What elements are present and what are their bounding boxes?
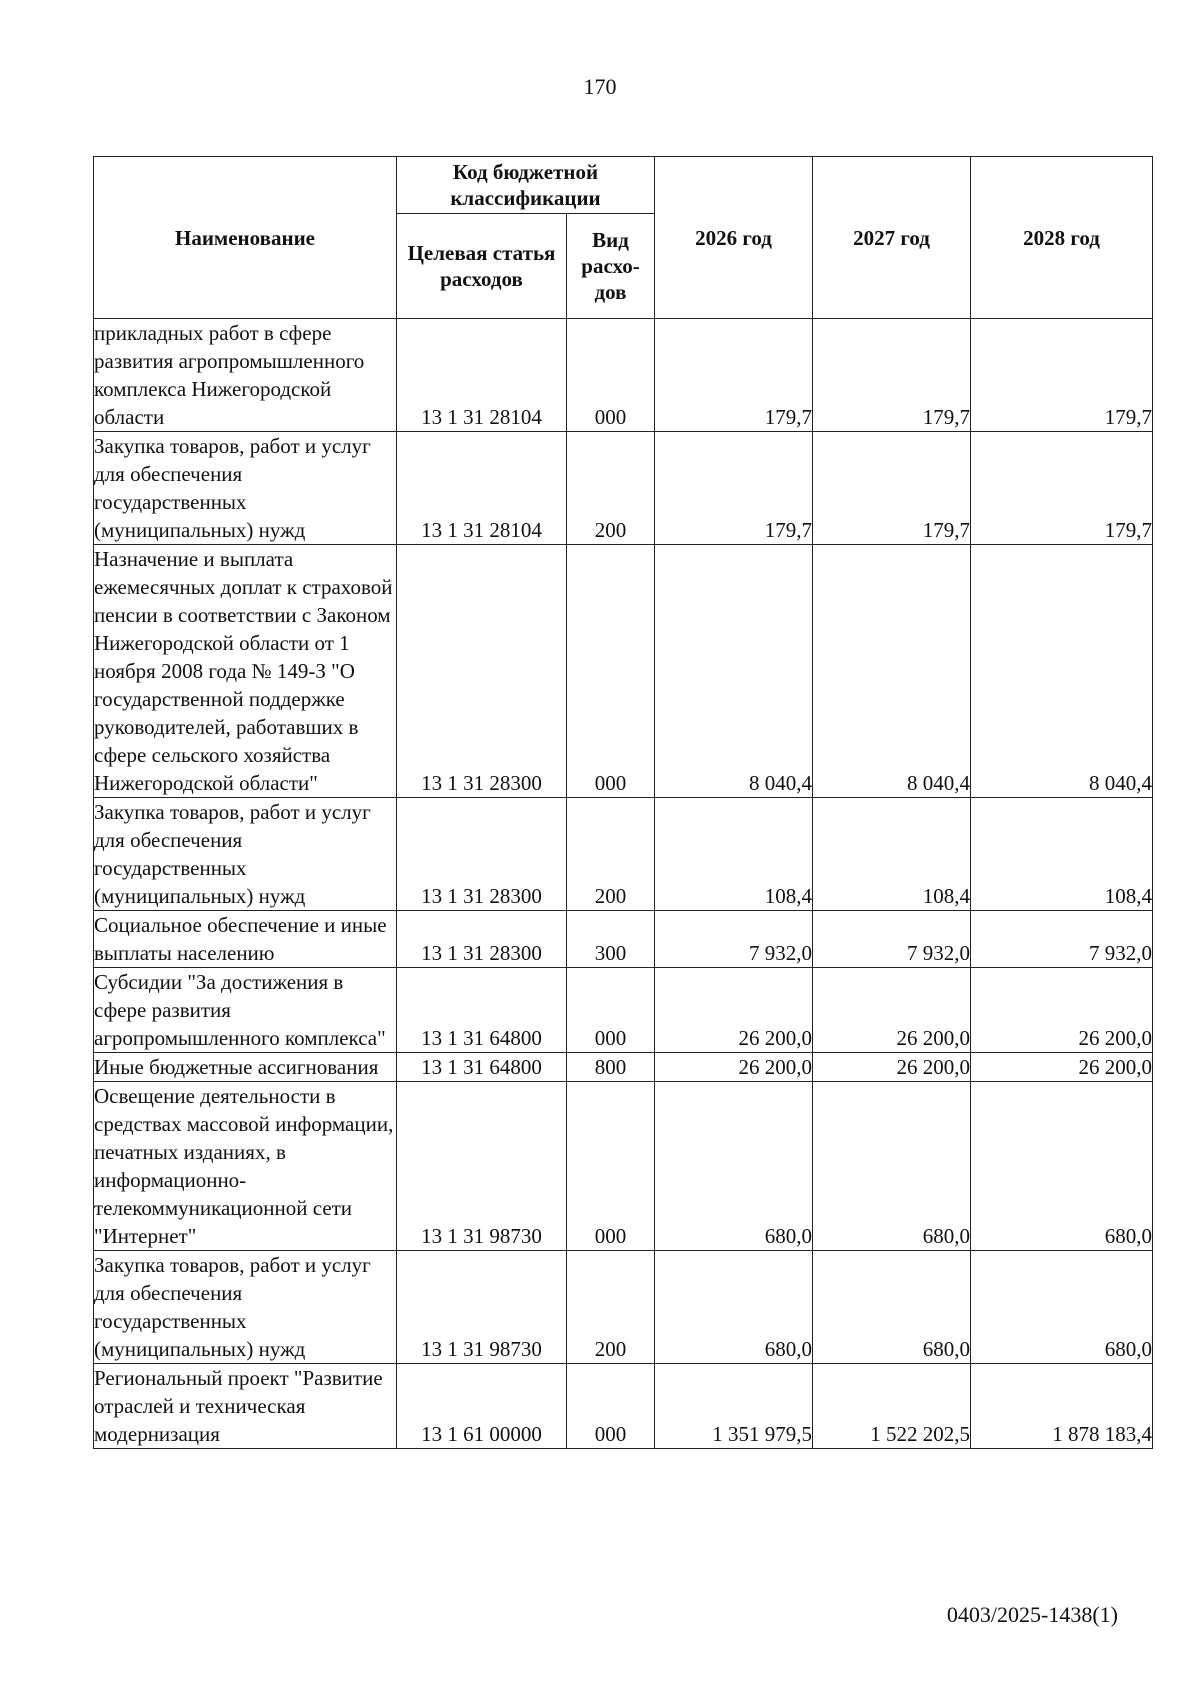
page-number: 170 bbox=[583, 74, 617, 99]
document-id: 0403/2025-1438(1) bbox=[946, 1602, 1118, 1627]
cell-2027: 108,4 bbox=[813, 798, 971, 911]
table-row bbox=[94, 1053, 1153, 1082]
cell-2026: 108,4 bbox=[655, 798, 813, 911]
cell-name bbox=[94, 1251, 397, 1364]
header-row-1 bbox=[94, 157, 1153, 214]
cell-name bbox=[94, 968, 397, 1053]
cell-target-article: 13 1 31 98730 bbox=[397, 1251, 567, 1364]
cell-2028: 179,7 bbox=[971, 319, 1153, 432]
table-row bbox=[94, 911, 1153, 968]
cell-2026: 8 040,4 bbox=[655, 545, 813, 798]
cell-expense-kind: 000 bbox=[567, 545, 655, 798]
cell-name bbox=[94, 432, 397, 545]
cell-expense-kind: 000 bbox=[567, 968, 655, 1053]
cell-2026: 179,7 bbox=[655, 432, 813, 545]
budget-table bbox=[93, 156, 1153, 1449]
cell-2026: 26 200,0 bbox=[655, 968, 813, 1053]
row-name-text: Назначение и выплата ежемесячных доплат к страховой пенсии в соответствии с Законом Нижегородской области от 1 ноября 2008 года № 149-З "О государственной поддержке руководителей, работавших в сфере сельского хозяйства Нижегородской области" bbox=[94, 547, 393, 795]
cell-expense-kind: 800 bbox=[567, 1053, 655, 1082]
table-row bbox=[94, 319, 1153, 432]
header-2027: 2027 год bbox=[813, 157, 971, 319]
row-name-text: Закупка товаров, работ и услуг для обеспечения государственных (муниципальных) нужд bbox=[94, 434, 371, 542]
cell-target-article: 13 1 31 28300 bbox=[397, 798, 567, 911]
table-body bbox=[94, 319, 1153, 1449]
cell-name bbox=[94, 911, 397, 968]
cell-2027: 26 200,0 bbox=[813, 968, 971, 1053]
table-row bbox=[94, 545, 1153, 798]
cell-2028: 7 932,0 bbox=[971, 911, 1153, 968]
cell-name bbox=[94, 545, 397, 798]
row-name-text: Освещение деятельности в средствах массовой информации, печатных изданиях, в информационно-телекоммуникационной сети "Интернет" bbox=[94, 1084, 394, 1248]
cell-2027: 680,0 bbox=[813, 1251, 971, 1364]
cell-2027: 179,7 bbox=[813, 432, 971, 545]
cell-name bbox=[94, 798, 397, 911]
table-row bbox=[94, 1364, 1153, 1449]
cell-2027: 1 522 202,5 bbox=[813, 1364, 971, 1449]
cell-expense-kind: 200 bbox=[567, 432, 655, 545]
cell-name bbox=[94, 1082, 397, 1251]
cell-name bbox=[94, 1364, 397, 1449]
row-name-text: Закупка товаров, работ и услуг для обеспечения государственных (муниципальных) нужд bbox=[94, 800, 371, 908]
header-name: Наименование bbox=[94, 157, 397, 319]
cell-target-article: 13 1 31 28300 bbox=[397, 545, 567, 798]
row-name-text: Закупка товаров, работ и услуг для обеспечения государственных (муниципальных) нужд bbox=[94, 1253, 371, 1361]
cell-2028: 108,4 bbox=[971, 798, 1153, 911]
cell-target-article: 13 1 31 98730 bbox=[397, 1082, 567, 1251]
row-name-text: Социальное обеспечение и иные выплаты населению bbox=[94, 913, 387, 965]
cell-2026: 7 932,0 bbox=[655, 911, 813, 968]
header-code-group: Код бюджетной классификации bbox=[397, 157, 655, 214]
cell-2027: 8 040,4 bbox=[813, 545, 971, 798]
header-2026: 2026 год bbox=[655, 157, 813, 319]
cell-target-article: 13 1 31 64800 bbox=[397, 1053, 567, 1082]
cell-2028: 680,0 bbox=[971, 1251, 1153, 1364]
cell-expense-kind: 200 bbox=[567, 1251, 655, 1364]
cell-name bbox=[94, 319, 397, 432]
cell-2027: 680,0 bbox=[813, 1082, 971, 1251]
cell-target-article: 13 1 31 28104 bbox=[397, 432, 567, 545]
cell-2026: 1 351 979,5 bbox=[655, 1364, 813, 1449]
header-expense-kind: Вид расхо-дов bbox=[567, 214, 655, 319]
cell-2027: 179,7 bbox=[813, 319, 971, 432]
cell-2028: 8 040,4 bbox=[971, 545, 1153, 798]
header-target-article: Целевая статья расходов bbox=[397, 214, 567, 319]
cell-name bbox=[94, 1053, 397, 1082]
cell-expense-kind: 300 bbox=[567, 911, 655, 968]
cell-expense-kind: 000 bbox=[567, 319, 655, 432]
cell-target-article: 13 1 31 28300 bbox=[397, 911, 567, 968]
cell-2028: 26 200,0 bbox=[971, 1053, 1153, 1082]
cell-target-article: 13 1 31 28104 bbox=[397, 319, 567, 432]
cell-2027: 7 932,0 bbox=[813, 911, 971, 968]
row-name-text: Субсидии "За достижения в сфере развития агропромышленного комплекса" bbox=[94, 970, 386, 1050]
cell-2028: 680,0 bbox=[971, 1082, 1153, 1251]
cell-expense-kind: 000 bbox=[567, 1364, 655, 1449]
row-name-text: прикладных работ в сфере развития агропромышленного комплекса Нижегородской области bbox=[94, 321, 365, 429]
cell-2026: 26 200,0 bbox=[655, 1053, 813, 1082]
table-row bbox=[94, 1251, 1153, 1364]
cell-2028: 26 200,0 bbox=[971, 968, 1153, 1053]
cell-2026: 179,7 bbox=[655, 319, 813, 432]
cell-2026: 680,0 bbox=[655, 1082, 813, 1251]
cell-expense-kind: 200 bbox=[567, 798, 655, 911]
table-row bbox=[94, 432, 1153, 545]
cell-2028: 1 878 183,4 bbox=[971, 1364, 1153, 1449]
cell-target-article: 13 1 31 64800 bbox=[397, 968, 567, 1053]
row-name-text: Региональный проект "Развитие отраслей и техническая модернизация bbox=[94, 1366, 383, 1446]
cell-2028: 179,7 bbox=[971, 432, 1153, 545]
table-row bbox=[94, 968, 1153, 1053]
cell-2027: 26 200,0 bbox=[813, 1053, 971, 1082]
table-row bbox=[94, 1082, 1153, 1251]
cell-2026: 680,0 bbox=[655, 1251, 813, 1364]
cell-expense-kind: 000 bbox=[567, 1082, 655, 1251]
header-2028: 2028 год bbox=[971, 157, 1153, 319]
row-name-text: Иные бюджетные ассигнования bbox=[94, 1055, 379, 1079]
cell-target-article: 13 1 61 00000 bbox=[397, 1364, 567, 1449]
table-row bbox=[94, 798, 1153, 911]
